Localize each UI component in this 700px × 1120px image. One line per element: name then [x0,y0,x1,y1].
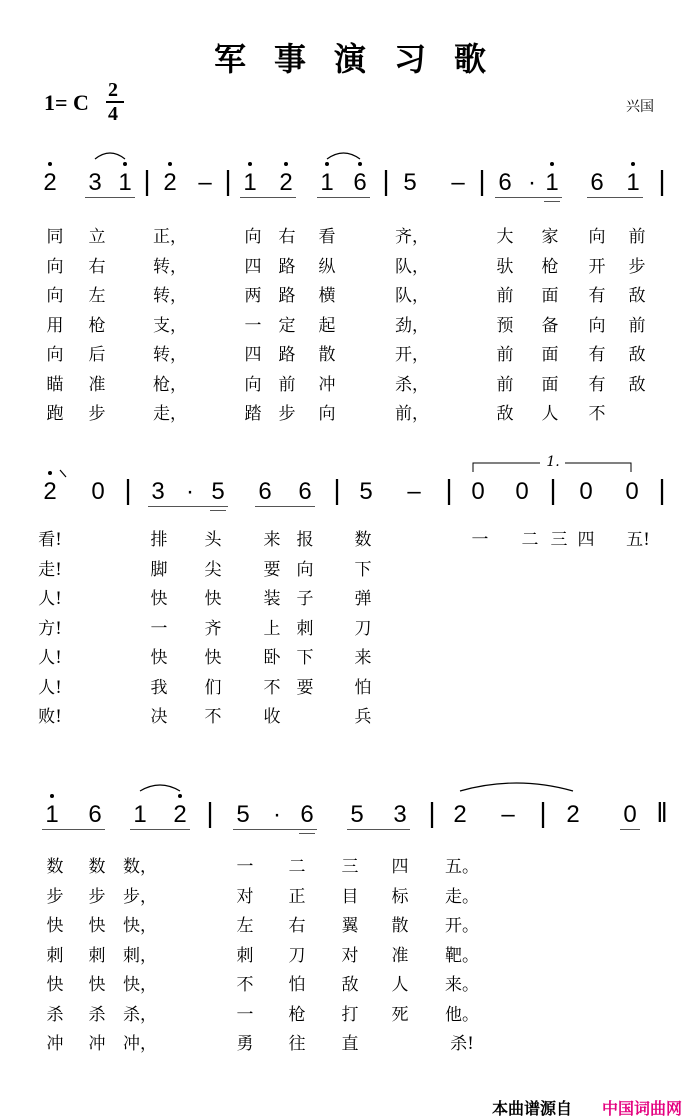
lyric-char: 起 [318,315,336,336]
lyric-char: 家 [541,227,559,247]
lyric-char: 来。 [445,975,479,995]
note: 0 [579,478,593,505]
note: 0 [471,478,485,505]
slur [140,785,180,791]
note: 1 [45,801,59,828]
lyric-char: 面 [541,374,559,395]
barline: | [549,474,557,505]
lyric-char: 数 [46,857,64,877]
lyric-char: 前 [496,345,514,365]
lyric-char: 转， [153,256,187,277]
lyric-char: 快 [88,916,106,936]
lyric-char: 尖 [204,559,222,580]
lyric-char: 路 [278,256,296,277]
lyric-char: 横 [318,286,336,306]
barline: ‖ [656,797,668,828]
lyric-char: 四 [244,256,262,277]
lyric-char: 向 [46,256,64,277]
lyric-char: 冲 [88,1034,106,1054]
underline-beam [233,829,317,830]
barline: | [445,474,453,505]
note: 3 [393,801,407,828]
lyric-char: 右 [278,227,296,247]
lyric-char: 向 [46,345,64,365]
lyric-char: 支， [153,315,187,336]
octave-dot-above [325,162,329,166]
note: 1 [118,169,132,196]
key-signature: 1= C [44,90,89,115]
lyric-char: 前 [496,286,514,306]
note: 3 [88,169,102,196]
lyric-char: 快 [46,916,64,936]
octave-dot-above [178,794,182,798]
lyric-char: 路 [278,345,296,365]
lyric-char: 转， [153,345,187,365]
lyric-char: 快 [204,648,222,668]
lyric-char: 路 [278,286,296,306]
underline-beam [130,829,190,830]
lyric-char: 散 [391,916,409,936]
lyric-char: 头 [204,530,222,550]
lyric-char: 杀 [88,1004,106,1025]
lyric-char: 步 [88,886,106,907]
lyric-char: 前 [628,227,646,247]
lyric-char: 快， [123,916,157,936]
lyric-char: 弹 [354,589,372,609]
lyric-char: 跑 [46,404,64,424]
note: 0 [625,478,639,505]
lyric-char: 怕 [288,975,306,995]
lyric-char: 方! [38,618,62,639]
lyric-char: 快 [204,589,222,609]
lyric-char: 开 [588,256,606,277]
lyric-char: 同 [46,227,64,247]
lyric-char: 刺 [296,618,314,639]
lyric-char: 快 [88,975,106,995]
octave-dot-above [631,162,635,166]
lyric-char: 步， [123,886,157,907]
lyric-char: 刀 [354,618,372,639]
lyric-char: 标 [391,886,409,907]
dash-extension: – [501,801,515,828]
lyric-char: 预 [496,315,514,336]
lyric-char: 开。 [445,916,479,936]
lyric-char: 向 [318,404,336,424]
lyric-char: 向 [46,286,64,306]
lyric-char: 齐 [204,618,222,639]
lyric-char: 刺， [123,945,157,966]
lyric-char: 目 [341,886,359,907]
lyric-char: 下 [354,559,372,580]
lyric-char: 正 [288,886,306,907]
barline: | [333,474,341,505]
lyric-char: 枪 [88,315,106,336]
lyric-char: 快， [123,975,157,995]
lyric-char: 冲 [46,1034,64,1054]
time-signature-bottom: 4 [108,103,118,125]
lyric-char: 面 [541,286,559,306]
lyric-char: 准 [88,374,106,395]
barline: | [539,797,547,828]
lyric-char: 劲， [395,315,429,336]
lyric-char: 数 [88,857,106,877]
lyric-char: 走， [153,404,187,424]
dash-extension: – [407,478,421,505]
lyric-char: 人 [391,975,409,995]
octave-dot-above [358,162,362,166]
lyric-char: 不 [204,707,222,727]
lyric-char: 上 [263,618,281,639]
lyric-char: 冲， [123,1034,157,1054]
lyric-char: 翼 [341,916,359,936]
underline-beam [495,197,562,198]
note: 3 [151,478,165,505]
lyric-char: 卧 [263,648,281,668]
note: 5 [350,801,364,828]
lyric-char: 转， [153,286,187,306]
author: 兴国 [626,99,654,115]
lyric-char: 刀 [288,945,306,966]
lyric-char: 五! [626,530,650,550]
note: 5 [211,478,225,505]
lyric-char: 快 [46,975,64,995]
lyric-char: 直 [341,1034,359,1054]
lyric-char: 二 [288,857,306,877]
lyric-char: 有 [588,286,606,306]
lyric-char: 对 [341,945,359,966]
lyric-char: 打 [341,1004,359,1025]
lyric-char: 敌 [496,404,514,424]
lyric-char: 枪 [288,1004,306,1025]
dot-duration: · [528,169,536,196]
lyric-char: 齐， [395,227,429,247]
note: 2 [453,801,467,828]
underline-beam [255,506,315,507]
lyric-char: 刺 [46,945,64,966]
lyric-char: 看! [38,530,62,550]
lyric-char: 刺 [236,945,254,966]
lyric-char: 装 [263,589,281,609]
note: 1 [320,169,334,196]
lyric-char: 立 [88,227,106,247]
lyric-char: 刺 [88,945,106,966]
lyric-char: 开， [395,345,429,365]
lyric-char: 数， [123,857,157,877]
note: 6 [498,169,512,196]
lyric-char: 敌 [628,374,646,395]
note: 2 [43,169,57,196]
note: 0 [515,478,529,505]
underline-beam [240,197,296,198]
lyric-char: 敌 [628,286,646,306]
lyric-char: 报 [296,530,314,550]
lyric-char: 数 [354,530,372,550]
barline: | [658,474,666,505]
lyric-char: 杀! [450,1034,474,1054]
lyric-char: 人! [38,677,62,698]
lyric-char: 前， [395,404,429,424]
lyric-char: 前 [278,374,296,395]
note: 6 [258,478,272,505]
double-underline-beam [299,833,315,834]
double-underline-beam [210,510,226,511]
lyric-char: 右 [288,916,306,936]
octave-dot-above [48,162,52,166]
lyric-char: 枪， [153,374,187,395]
lyric-char: 四 [577,530,595,550]
note: 1 [243,169,257,196]
slur [460,783,573,791]
lyric-char: 三 [341,857,359,877]
slur [327,153,360,159]
lyric-char: 三 [550,530,568,550]
lyric-char: 向 [588,227,606,247]
lyric-char: 向 [244,227,262,247]
dot-duration: · [186,478,194,505]
lyric-char: 人! [38,589,62,609]
source-link[interactable]: 中国词曲网 [602,1099,683,1118]
lyric-char: 要 [263,559,281,580]
lyric-char: 来 [354,648,372,668]
lyric-char: 敌 [341,975,359,995]
lyric-char: 杀， [123,1004,157,1025]
lyric-char: 他。 [445,1004,479,1025]
note: 1 [545,169,559,196]
note: 2 [173,801,187,828]
barline: | [224,165,232,196]
note: 2 [279,169,293,196]
lyric-char: 有 [588,374,606,395]
lyric-char: 怕 [354,677,372,698]
note: 6 [590,169,604,196]
note: 2 [163,169,177,196]
lyric-char: 快 [150,648,168,668]
lyric-char: 一 [244,315,262,336]
lyric-char: 五。 [445,857,479,877]
lyric-char: 一 [236,857,254,877]
lyric-char: 子 [296,589,314,609]
barline: | [658,165,666,196]
note: 0 [623,801,637,828]
lyric-char: 们 [204,677,222,698]
lyric-char: 一 [471,530,489,550]
lyric-char: 左 [88,286,106,306]
lyric-char: 队， [395,286,429,306]
note: 2 [43,478,57,505]
lyric-char: 下 [296,648,314,668]
barline: | [124,474,132,505]
note: 5 [236,801,250,828]
lyric-char: 步 [628,256,646,277]
lyric-char: 备 [541,315,559,336]
volta-label: 1. [546,454,560,470]
dash-extension: – [451,169,465,196]
octave-dot-above [248,162,252,166]
lyric-char: 二 [521,530,539,550]
lyric-char: 四 [244,345,262,365]
lyric-char: 排 [150,530,168,550]
octave-dot-above [50,794,54,798]
lyric-char: 用 [46,315,64,336]
lyric-char: 定 [278,315,296,336]
note: 6 [353,169,367,196]
barline: | [428,797,436,828]
octave-dot-above [123,162,127,166]
double-underline-beam [544,201,560,202]
lyric-char: 脚 [150,559,168,580]
lyric-char: 向 [296,559,314,580]
time-signature-top: 2 [108,79,118,101]
lyric-char: 驮 [496,256,514,277]
lyric-char: 决 [150,707,168,727]
underline-beam [620,829,640,830]
note: 5 [359,478,373,505]
lyric-char: 人 [541,404,559,424]
octave-dot-above [168,162,172,166]
lyric-char: 对 [236,886,254,907]
lyric-char: 大 [496,227,514,247]
lyric-char: 纵 [318,256,336,277]
note: 1 [626,169,640,196]
lyric-char: 右 [88,256,106,277]
lyric-char: 靶。 [445,945,479,966]
slur [95,153,125,159]
lyric-char: 不 [588,404,606,424]
octave-dot-above [550,162,554,166]
lyric-char: 正， [153,227,187,247]
lyric-char: 死 [391,1004,409,1025]
lyric-char: 不 [236,975,254,995]
lyric-char: 枪 [541,256,559,277]
lyric-char: 冲 [318,374,336,395]
note: 2 [566,801,580,828]
lyric-char: 来 [263,530,281,550]
lyric-char: 左 [236,916,254,936]
underline-beam [85,197,135,198]
dot-duration: · [273,801,281,828]
lyric-char: 勇 [236,1034,254,1054]
note: 5 [403,169,417,196]
lyric-char: 步 [278,404,296,424]
lyric-char: 走! [38,559,62,580]
lyric-char: 快 [150,589,168,609]
song-title: 军事演习歌 [213,40,514,78]
note: 1 [133,801,147,828]
underline-beam [347,829,410,830]
lyric-char: 前 [628,315,646,336]
breath-mark [60,470,66,477]
lyric-char: 要 [296,677,314,698]
octave-dot-above [284,162,288,166]
lyric-char: 有 [588,345,606,365]
lyric-char: 杀， [395,374,429,395]
octave-dot-above [48,471,52,475]
lyric-char: 准 [391,945,409,966]
note: 6 [300,801,314,828]
underline-beam [587,197,643,198]
lyric-char: 队， [395,256,429,277]
underline-beam [148,506,228,507]
lyric-char: 两 [244,286,262,306]
underline-beam [42,829,105,830]
lyric-char: 我 [150,677,168,698]
barline: | [206,797,214,828]
note: 0 [91,478,105,505]
lyric-char: 面 [541,345,559,365]
lyric-char: 人! [38,648,62,668]
underline-beam [317,197,370,198]
note: 6 [88,801,102,828]
lyric-char: 步 [88,404,106,424]
lyric-char: 敌 [628,345,646,365]
lyric-char: 走。 [445,886,479,907]
lyric-char: 看 [318,227,336,247]
source-label: 本曲谱源自 [492,1099,573,1118]
dash-extension: – [198,169,212,196]
lyric-char: 四 [391,857,409,877]
lyric-char: 杀 [46,1004,64,1025]
lyric-char: 步 [46,886,64,907]
lyric-char: 一 [150,618,168,639]
lyric-char: 一 [236,1004,254,1025]
lyric-char: 向 [244,374,262,395]
lyric-char: 散 [318,345,336,365]
barline: | [143,165,151,196]
lyric-char: 兵 [354,707,372,727]
lyric-char: 向 [588,315,606,336]
barline: | [382,165,390,196]
note: 6 [298,478,312,505]
barline: | [478,165,486,196]
lyric-char: 往 [288,1034,306,1054]
lyric-char: 瞄 [46,374,64,395]
lyric-char: 收 [263,707,281,727]
lyric-char: 后 [88,345,106,365]
lyric-char: 前 [496,374,514,395]
lyric-char: 踏 [244,404,262,424]
lyric-char: 败! [38,707,62,727]
lyric-char: 不 [263,677,281,698]
